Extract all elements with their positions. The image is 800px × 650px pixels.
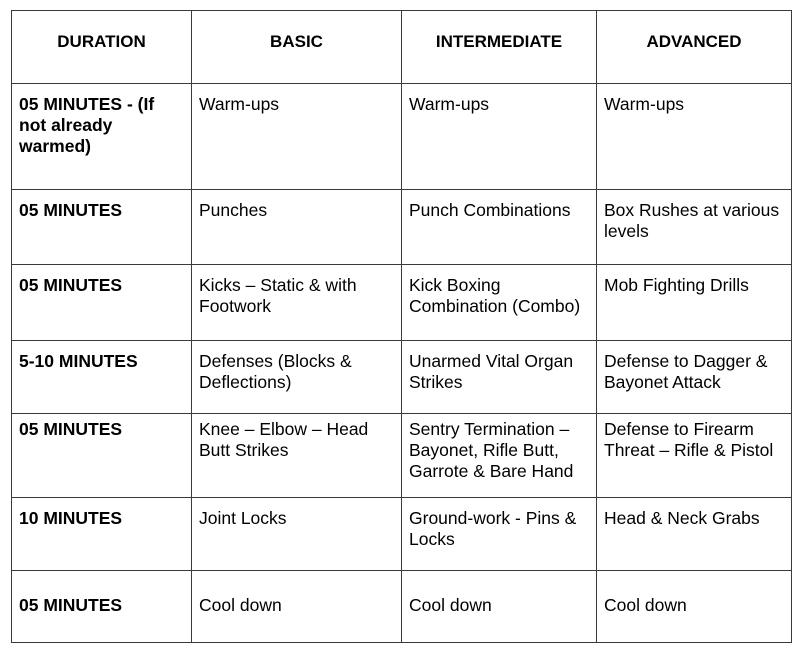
table-row <box>12 341 792 414</box>
advanced-cell: Box Rushes at various levels <box>597 190 792 265</box>
advanced-cell: Defense to Dagger & Bayonet Attack <box>597 341 792 414</box>
duration-cell: 05 MINUTES <box>12 190 192 265</box>
duration-cell: 10 MINUTES <box>12 498 192 571</box>
intermediate-cell: Sentry Termination – Bayonet, Rifle Butt, Garrote & Bare Hand <box>402 414 597 498</box>
duration-cell: 05 MINUTES <box>12 265 192 341</box>
basic-cell: Cool down <box>192 571 402 643</box>
intermediate-cell: Cool down <box>402 571 597 643</box>
intermediate-cell: Punch Combinations <box>402 190 597 265</box>
duration-cell: 05 MINUTES - (If not already warmed) <box>12 84 192 190</box>
table-header-row <box>12 11 792 84</box>
advanced-cell: Cool down <box>597 571 792 643</box>
duration-cell: 5-10 MINUTES <box>12 341 192 414</box>
basic-cell: Joint Locks <box>192 498 402 571</box>
basic-cell: Defenses (Blocks & Deflections) <box>192 341 402 414</box>
basic-cell: Kicks – Static & with Footwork <box>192 265 402 341</box>
duration-cell: 05 MINUTES <box>12 571 192 643</box>
advanced-cell: Defense to Firearm Threat – Rifle & Pistol <box>597 414 792 498</box>
intermediate-cell: Warm-ups <box>402 84 597 190</box>
basic-cell: Punches <box>192 190 402 265</box>
header-advanced: ADVANCED <box>597 11 792 84</box>
intermediate-cell: Kick Boxing Combination (Combo) <box>402 265 597 341</box>
table-row <box>12 265 792 341</box>
header-basic: BASIC <box>192 11 402 84</box>
basic-cell: Knee – Elbow – Head Butt Strikes <box>192 414 402 498</box>
advanced-cell: Head & Neck Grabs <box>597 498 792 571</box>
basic-cell: Warm-ups <box>192 84 402 190</box>
table-row <box>12 190 792 265</box>
intermediate-cell: Unarmed Vital Organ Strikes <box>402 341 597 414</box>
intermediate-cell: Ground-work - Pins & Locks <box>402 498 597 571</box>
advanced-cell: Warm-ups <box>597 84 792 190</box>
table-row <box>12 498 792 571</box>
table-row <box>12 84 792 190</box>
table-row <box>12 571 792 643</box>
header-intermediate: INTERMEDIATE <box>402 11 597 84</box>
training-schedule-table <box>11 10 792 643</box>
table-row <box>12 414 792 498</box>
header-duration: DURATION <box>12 11 192 84</box>
advanced-cell: Mob Fighting Drills <box>597 265 792 341</box>
duration-cell: 05 MINUTES <box>12 414 192 498</box>
